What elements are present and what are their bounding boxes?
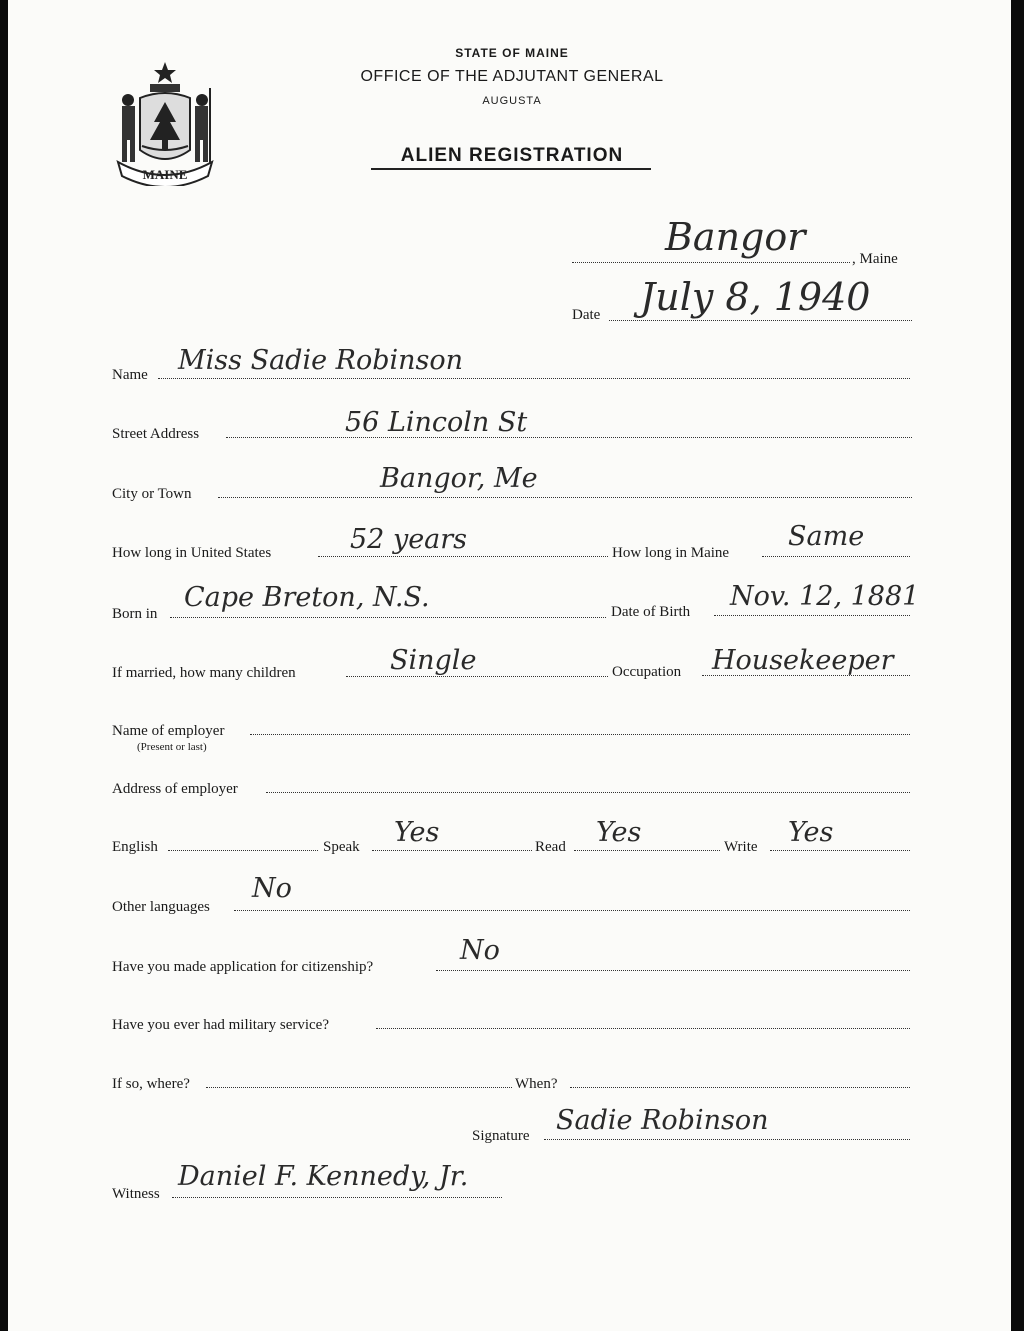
occupation-label: Occupation	[612, 664, 682, 680]
date-of-birth-line	[714, 615, 910, 616]
signature-line	[544, 1139, 910, 1140]
employer-note: (Present or last)	[137, 741, 207, 753]
born-in-label: Born in	[112, 606, 158, 622]
citizenship-value[interactable]: No	[460, 935, 500, 966]
read-label: Read	[535, 839, 566, 855]
write-line	[770, 850, 910, 851]
long-maine-line	[762, 556, 910, 557]
born-in-value[interactable]: Cape Breton, N.S.	[184, 582, 430, 613]
children-label: If married, how many children	[112, 665, 296, 681]
witness-value[interactable]: Daniel F. Kennedy, Jr.	[178, 1161, 469, 1192]
signature-value[interactable]: Sadie Robinson	[556, 1105, 769, 1136]
city-heading: AUGUSTA	[482, 95, 542, 107]
city-line	[218, 497, 912, 498]
date-label: Date	[572, 307, 601, 323]
speak-line	[372, 850, 532, 851]
street-address-label: Street Address	[112, 426, 200, 442]
children-value[interactable]: Single	[390, 645, 477, 676]
place-value[interactable]: Bangor	[665, 215, 806, 259]
citizenship-line	[436, 970, 910, 971]
english-line	[168, 850, 318, 851]
office-heading: OFFICE OF THE ADJUTANT GENERAL	[360, 68, 664, 85]
occupation-value[interactable]: Housekeeper	[712, 645, 894, 676]
long-maine-value[interactable]: Same	[788, 521, 865, 552]
employer-address-label: Address of employer	[112, 781, 238, 797]
witness-label: Witness	[112, 1186, 160, 1202]
long-us-label: How long in United States	[112, 545, 272, 561]
read-value[interactable]: Yes	[596, 817, 642, 848]
where-label: If so, where?	[112, 1076, 190, 1092]
employer-label: Name of employer	[112, 723, 225, 739]
speak-value[interactable]: Yes	[394, 817, 440, 848]
born-in-line	[170, 617, 606, 618]
long-us-line	[318, 556, 608, 557]
witness-line	[172, 1197, 502, 1198]
other-languages-value[interactable]: No	[252, 873, 292, 904]
other-languages-label: Other languages	[112, 899, 210, 915]
long-maine-label: How long in Maine	[612, 545, 730, 561]
date-of-birth-label: Date of Birth	[611, 604, 691, 620]
children-line	[346, 676, 608, 677]
name-label: Name	[112, 367, 148, 383]
state-heading: STATE OF MAINE	[455, 46, 569, 60]
military-line	[376, 1028, 910, 1029]
long-us-value[interactable]: 52 years	[350, 524, 468, 555]
english-label: English	[112, 839, 158, 855]
where-line	[206, 1087, 512, 1088]
date-line	[609, 320, 912, 321]
name-value[interactable]: Miss Sadie Robinson	[178, 345, 464, 376]
place-line	[572, 262, 850, 263]
write-value[interactable]: Yes	[788, 817, 834, 848]
employer-line	[250, 734, 910, 735]
city-label: City or Town	[112, 486, 192, 502]
date-value[interactable]: July 8, 1940	[640, 275, 871, 319]
svg-text:MAINE: MAINE	[142, 167, 188, 182]
date-of-birth-value[interactable]: Nov. 12, 1881	[730, 581, 920, 612]
form-title: ALIEN REGISTRATION	[400, 145, 624, 166]
signature-label: Signature	[472, 1128, 530, 1144]
when-label: When?	[515, 1076, 558, 1092]
employer-address-line	[266, 792, 910, 793]
city-value[interactable]: Bangor, Me	[380, 463, 538, 494]
citizenship-label: Have you made application for citizenship?	[112, 959, 374, 975]
street-address-line	[226, 437, 912, 438]
other-languages-line	[234, 910, 910, 911]
military-label: Have you ever had military service?	[112, 1017, 329, 1033]
maine-label: , Maine	[852, 251, 898, 267]
street-address-value[interactable]: 56 Lincoln St	[345, 407, 528, 438]
title-underline	[371, 168, 651, 170]
write-label: Write	[724, 839, 758, 855]
read-line	[574, 850, 720, 851]
speak-label: Speak	[323, 839, 360, 855]
name-line	[158, 378, 910, 379]
when-line	[570, 1087, 910, 1088]
